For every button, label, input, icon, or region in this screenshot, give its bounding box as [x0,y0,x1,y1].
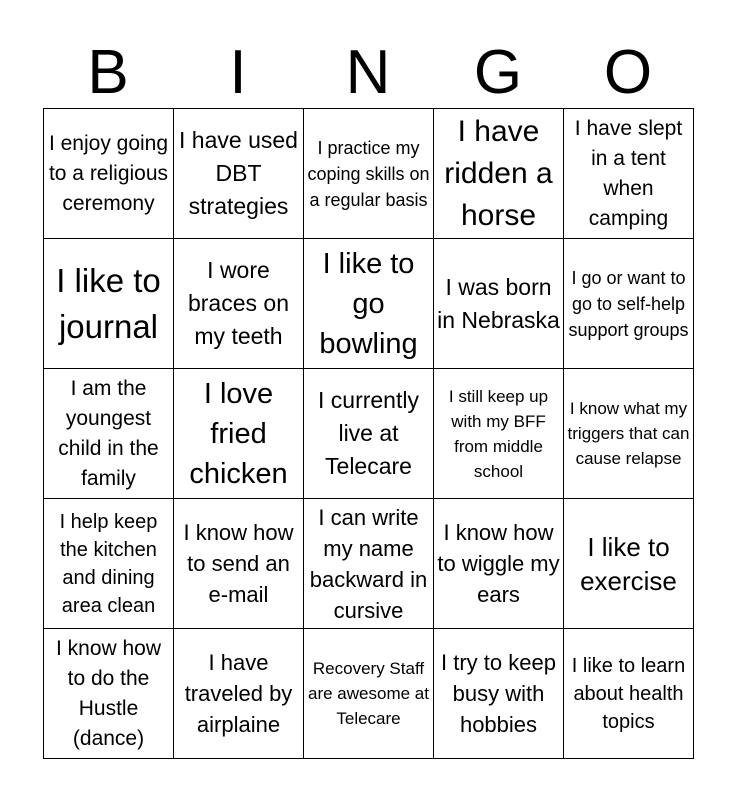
bingo-cell[interactable] [174,629,304,759]
cell-text: I have used DBT strategies [179,127,298,219]
bingo-cell[interactable] [564,629,694,759]
cell-text: I know how to do the Hustle (dance) [55,636,162,750]
cell-text: I know what my triggers that can cause relapse [567,399,690,468]
bingo-row [44,369,694,499]
cell-text: I love fried chicken [189,377,288,490]
cell-text: I know how to send an e-mail [183,520,294,607]
cell-text: I currently live at Telecare [318,387,419,479]
header-letter-n: N [345,38,391,107]
cell-text: I was born in Nebraska [437,273,560,333]
cell-text: I go or want to go to self-help support groups [568,267,689,340]
bingo-cell[interactable] [304,109,434,239]
bingo-cell[interactable] [174,239,304,369]
cell-text: I like to learn about health topics [571,654,686,733]
bingo-cell[interactable] [434,239,564,369]
bingo-cell[interactable] [174,369,304,499]
bingo-cell[interactable] [44,109,174,239]
cell-text: I can write my name backward in cursive [309,504,428,623]
bingo-cell[interactable] [564,499,694,629]
cell-text: Recovery Staff are awesome at Telecare [308,659,429,728]
bingo-cell[interactable] [434,369,564,499]
cell-text: I am the youngest child in the family [58,376,159,490]
bingo-row [44,499,694,629]
cell-text: I have slept in a tent when camping [574,116,683,230]
bingo-row [44,629,694,759]
bingo-cell[interactable] [304,369,434,499]
header-letter-g: G [473,38,523,107]
bingo-row [44,239,694,369]
bingo-cell[interactable] [434,499,564,629]
bingo-cell[interactable] [44,239,174,369]
bingo-cell[interactable] [304,239,434,369]
cell-text: I try to keep busy with hobbies [441,650,556,737]
bingo-cell[interactable] [44,629,174,759]
cell-text: I like to exercise [580,531,677,596]
bingo-cell[interactable] [304,629,434,759]
bingo-cell[interactable] [304,499,434,629]
bingo-cell[interactable] [434,629,564,759]
cell-text: I still keep up with my BFF from middle school [448,386,549,481]
cell-text: I practice my coping skills on a regular basis [307,137,430,210]
cell-text: I have traveled by airplaine [184,650,293,737]
bingo-cell[interactable] [564,109,694,239]
cell-text: I have ridden a horse [444,114,553,232]
cell-text: I help keep the kitchen and dining area clean [59,510,158,617]
header-letter-o: O [603,38,653,107]
header-letter-b: B [87,38,129,107]
bingo-cell[interactable] [44,499,174,629]
bingo-cell[interactable] [434,109,564,239]
cell-text: I enjoy going to a religious ceremony [48,131,169,215]
bingo-cell[interactable] [44,369,174,499]
cell-text: I wore braces on my teeth [187,257,289,349]
bingo-cell[interactable] [174,109,304,239]
cell-text: I like to go bowling [319,247,418,360]
cell-text: I like to journal [56,261,161,345]
header-letter-i: I [229,38,247,107]
bingo-cell[interactable] [564,239,694,369]
bingo-card [43,108,694,759]
bingo-row [44,109,694,239]
bingo-header [43,38,693,108]
cell-text: I know how to wiggle my ears [437,520,560,607]
bingo-cell[interactable] [174,499,304,629]
bingo-cell[interactable] [564,369,694,499]
